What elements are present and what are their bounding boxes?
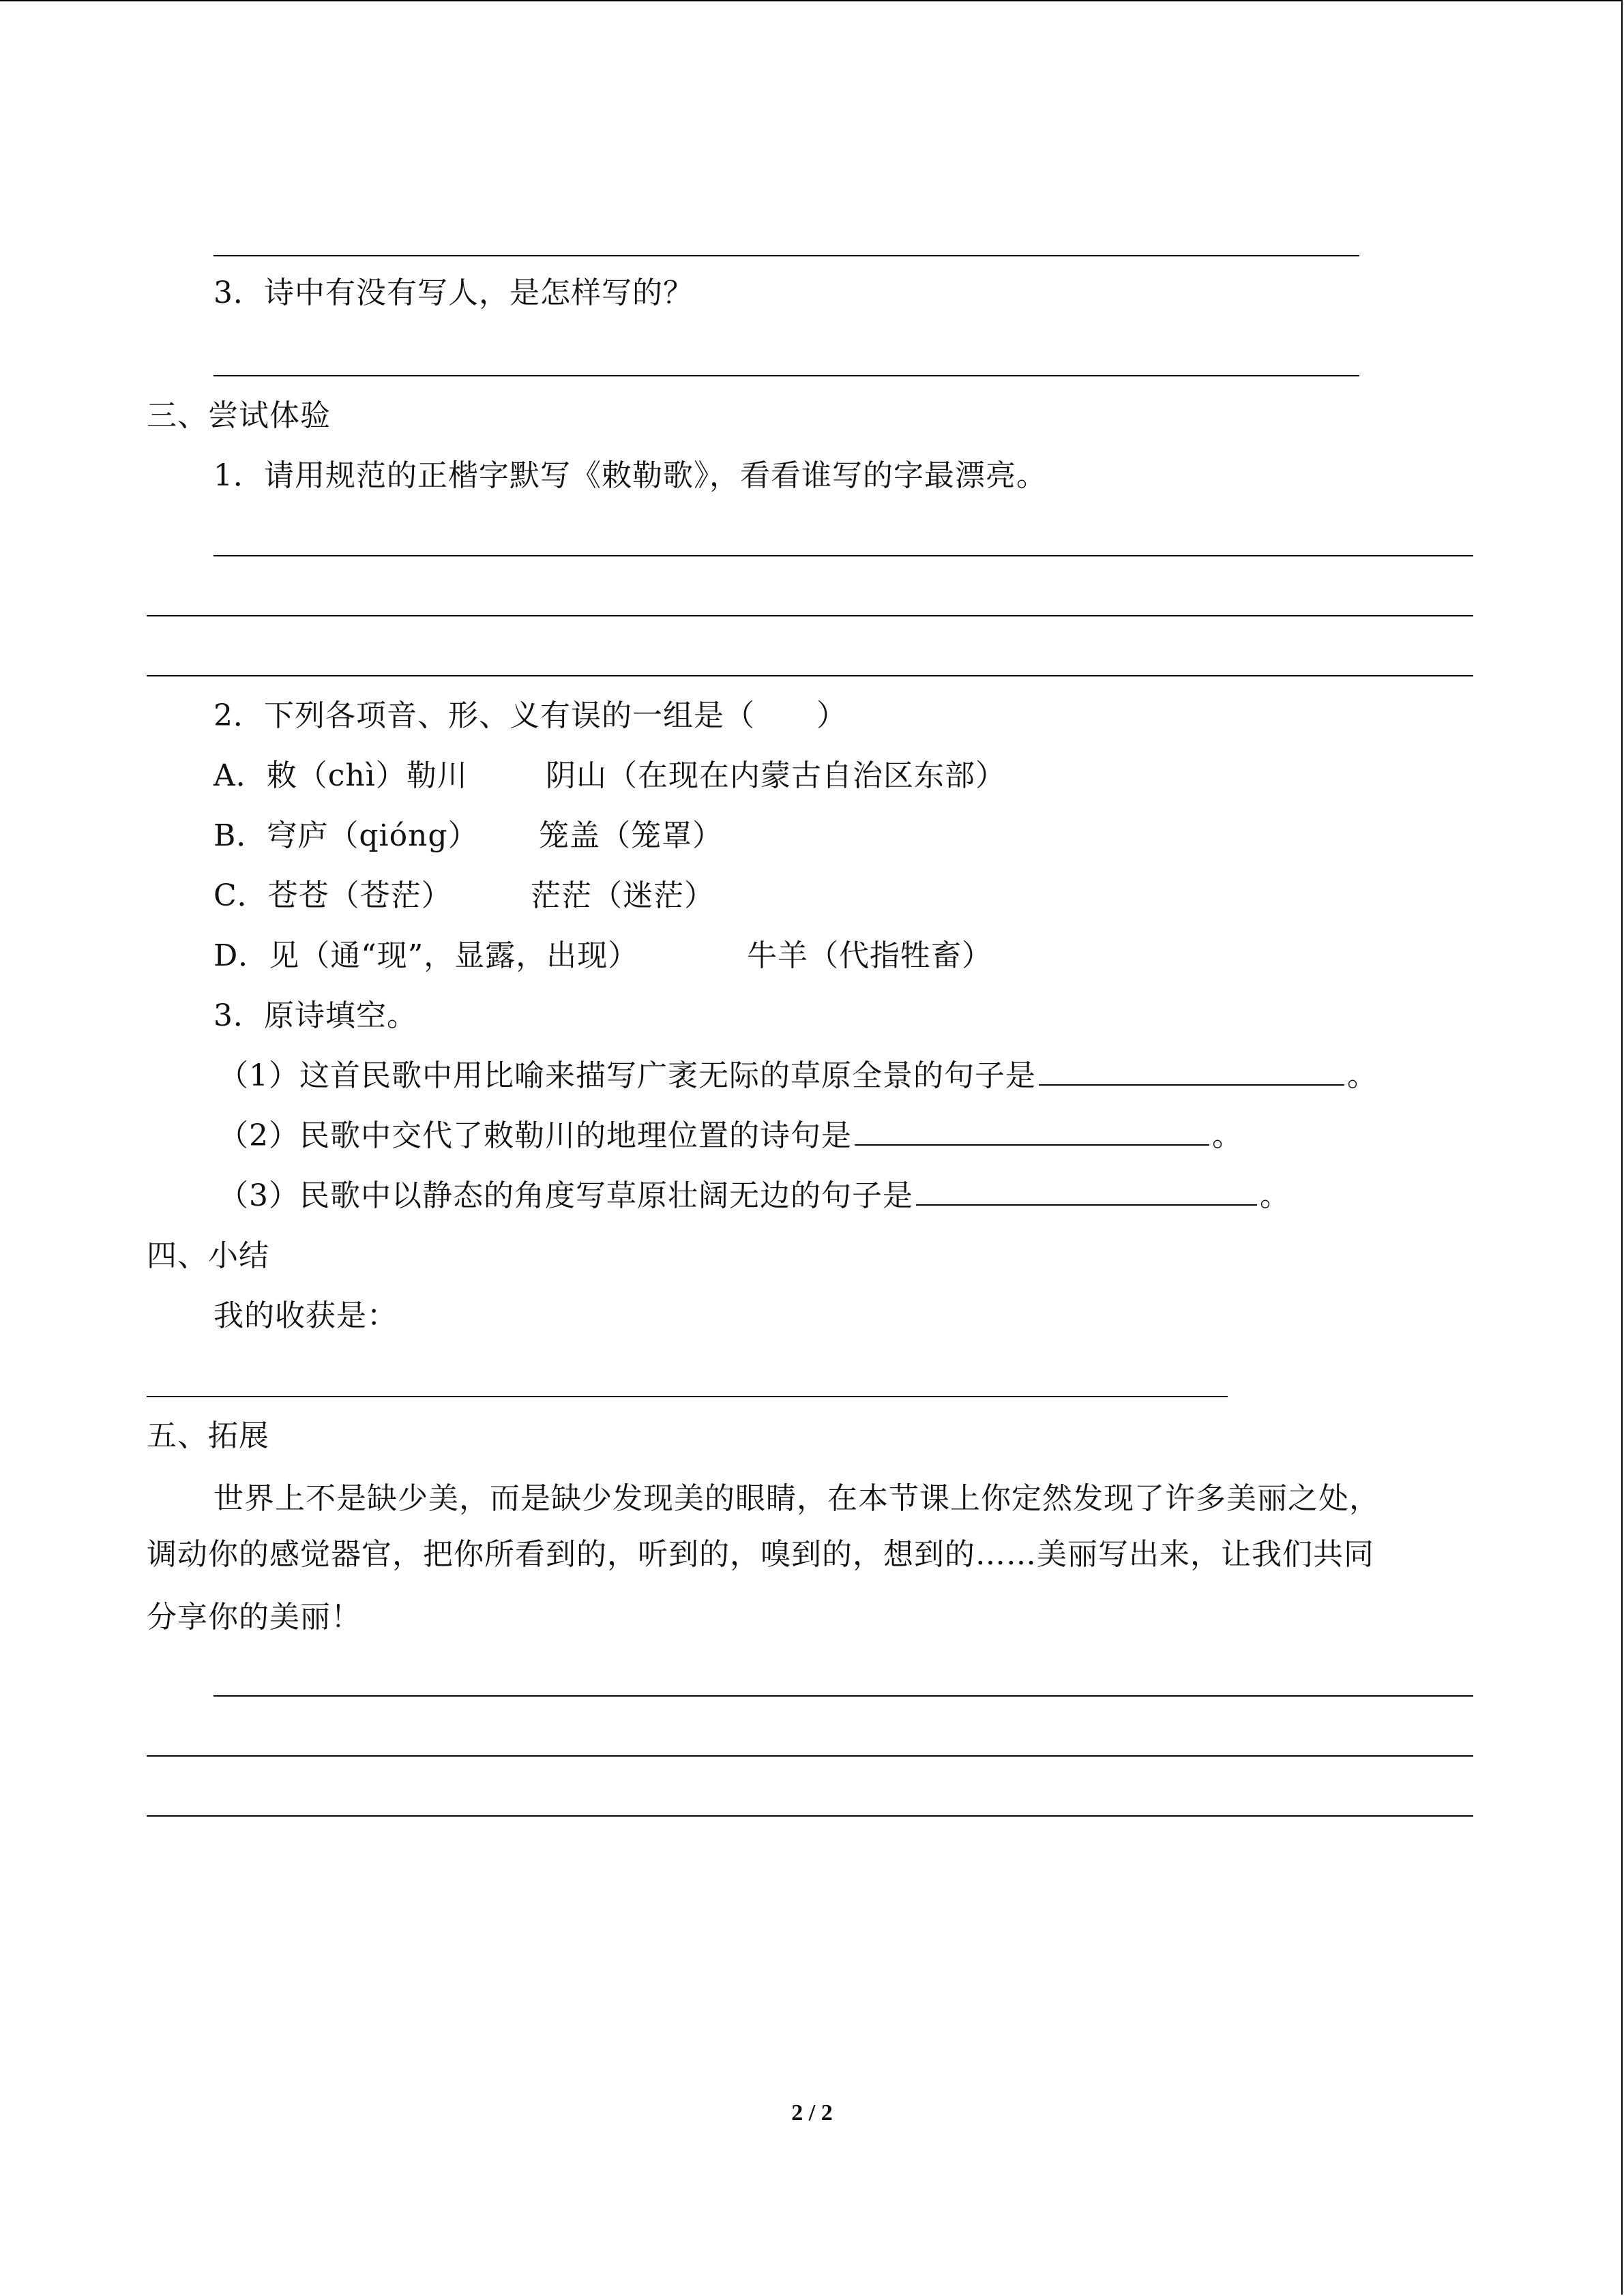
fill-blank-3-input[interactable] (916, 1177, 1257, 1206)
writing-line[interactable] (213, 1695, 1473, 1697)
question-3-1: 1．请用规范的正楷字默写《敕勒歌》，看看谁写的字最漂亮。 (213, 458, 1047, 493)
extension-paragraph-line-1: 世界上不是缺少美，而是缺少发现美的眼睛，在本节课上你定然发现了许多美丽之处， (213, 1481, 1380, 1516)
question-3-3: 3．原诗填空。 (213, 998, 417, 1033)
fill-blank-2-period: 。 (1212, 1118, 1243, 1153)
writing-line[interactable] (147, 675, 1473, 676)
option-b-part1: B．穹庐（qióng） (213, 818, 479, 853)
question-2-3: 3．诗中有没有写人，是怎样写的？ (213, 275, 694, 310)
page-number: 2 / 2 (791, 2100, 833, 2126)
fill-blank-3 (218, 1176, 1290, 1217)
fill-blank-1-period: 。 (1347, 1058, 1378, 1093)
fill-blank-1-input[interactable] (1039, 1057, 1344, 1086)
option-c-part2: 茫茫（迷茫） (531, 878, 715, 913)
section-5-heading: 五、拓展 (147, 1418, 269, 1453)
fill-blank-2 (218, 1116, 1243, 1157)
extension-paragraph-line-3: 分享你的美丽！ (147, 1600, 361, 1635)
option-a-part1: A．敕（chì）勒川 (213, 758, 468, 793)
summary-line[interactable] (147, 1396, 1228, 1397)
section-3-heading: 三、尝试体验 (147, 398, 331, 433)
section-4-heading: 四、小结 (147, 1238, 269, 1273)
fill-blank-3-text: （3）民歌中以静态的角度写草原壮阔无边的句子是 (218, 1178, 913, 1213)
fill-blank-3-period: 。 (1260, 1178, 1290, 1213)
option-c-part1: C．苍苍（苍茫） (213, 878, 452, 913)
option-a-part2: 阴山（在现在内蒙古自治区东部） (546, 758, 1006, 793)
fill-blank-1 (218, 1056, 1378, 1097)
answer-line[interactable] (213, 375, 1359, 376)
option-d-part1: D．见（通“现”，显露，出现） (213, 938, 639, 973)
writing-line[interactable] (147, 1755, 1473, 1757)
option-d-part2: 牛羊（代指牲畜） (747, 938, 992, 973)
fill-blank-1-text: （1）这首民歌中用比喻来描写广袤无际的草原全景的句子是 (218, 1058, 1036, 1093)
extension-paragraph-line-2: 调动你的感觉器官，把你所看到的，听到的，嗅到的，想到的……美丽写出来，让我们共同 (147, 1537, 1374, 1572)
fill-blank-2-input[interactable] (855, 1117, 1209, 1146)
summary-prompt: 我的收获是： (213, 1298, 398, 1333)
writing-line[interactable] (213, 555, 1473, 556)
answer-line[interactable] (213, 255, 1359, 256)
writing-line[interactable] (147, 1815, 1473, 1817)
option-b-part2: 笼盖（笼罩） (539, 818, 723, 853)
fill-blank-2-text: （2）民歌中交代了敕勒川的地理位置的诗句是 (218, 1118, 852, 1153)
writing-line[interactable] (147, 615, 1473, 616)
question-3-2: 2．下列各项音、形、义有误的一组是（ ） (213, 698, 847, 733)
